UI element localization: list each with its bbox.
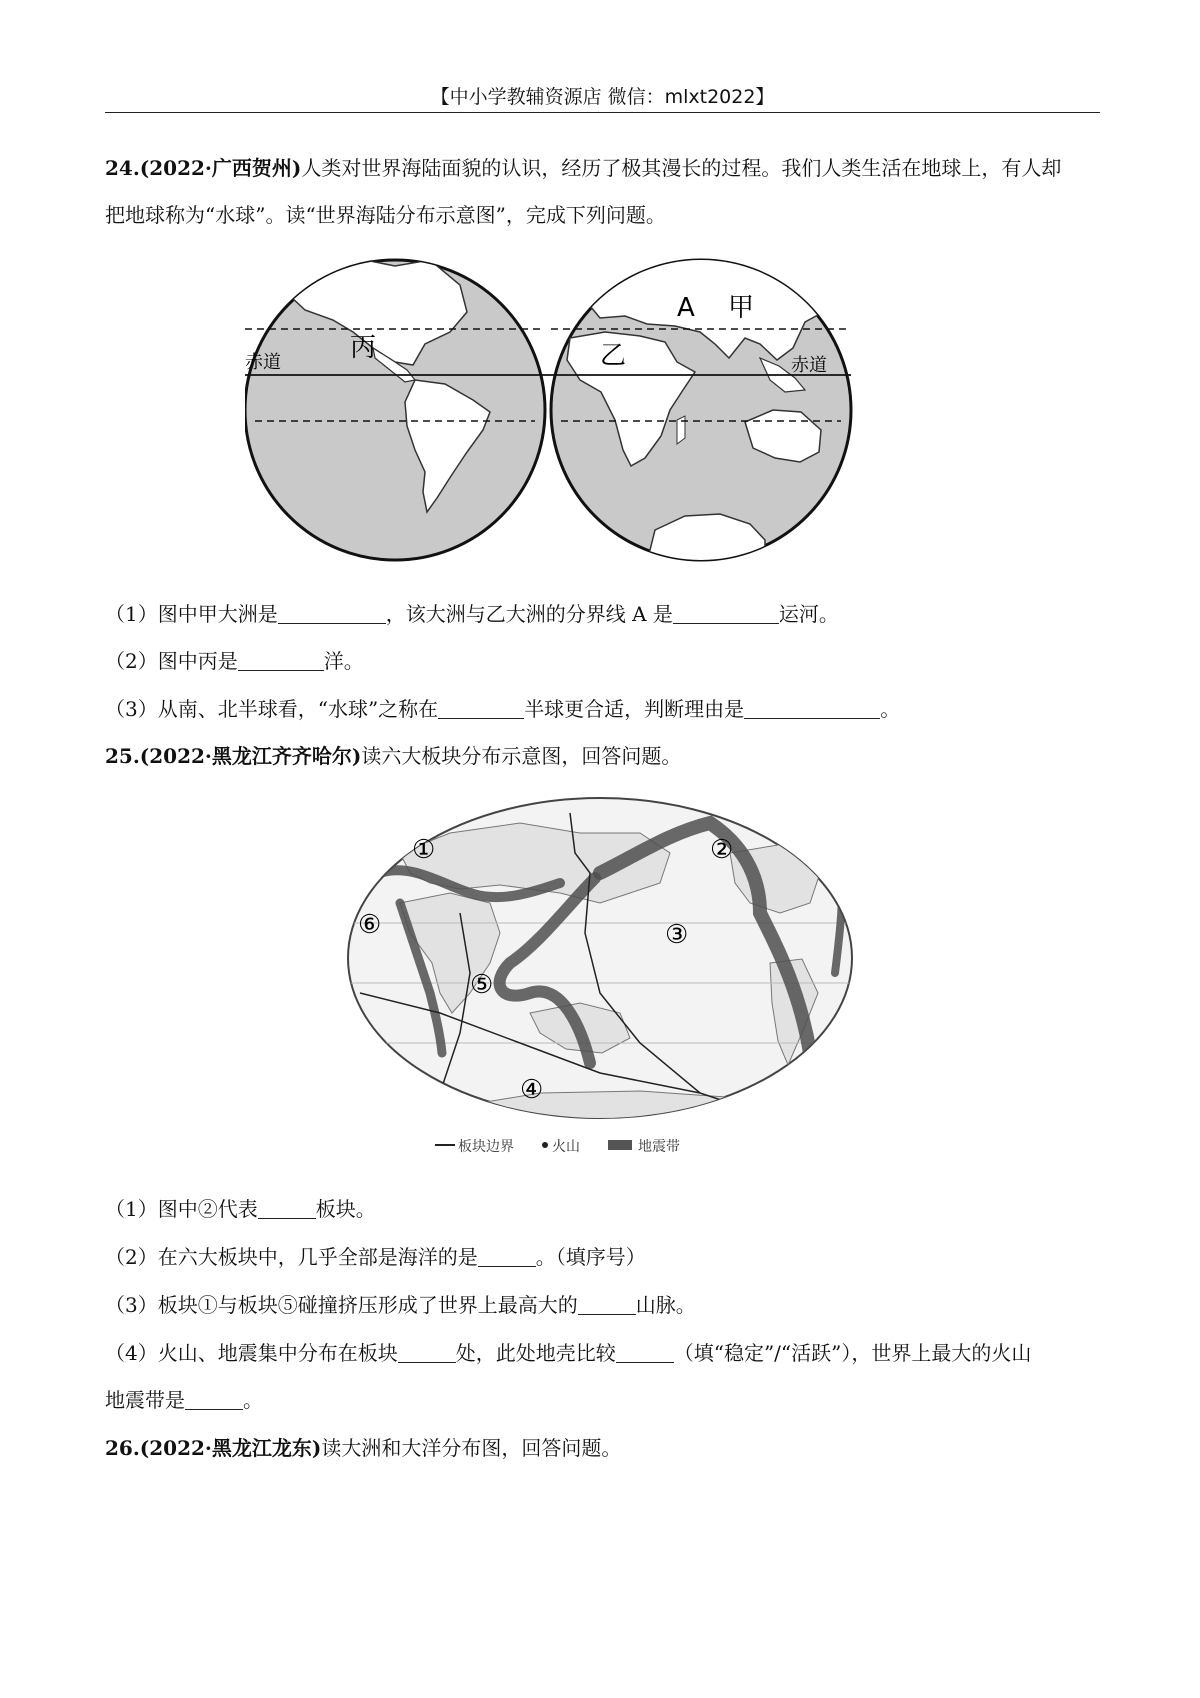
q24-sub1-text-c: 运河。	[778, 602, 839, 626]
plate-label-3: ③	[665, 920, 689, 950]
plate-label-1: ①	[412, 835, 436, 865]
q25-sub4-blank3[interactable]	[185, 1387, 243, 1410]
q25-number: 25.	[105, 744, 140, 768]
q24-number: 24.	[105, 156, 140, 180]
q25-sub3-text-a: （3）板块①与板块⑤碰撞挤压形成了世界上最高大的	[105, 1293, 578, 1317]
q25-sub4-text-d: 地震带是	[105, 1388, 185, 1412]
q25-sub2-text-b: 。（填序号）	[535, 1245, 646, 1269]
antarctic-edge-left	[255, 570, 545, 585]
map-label-jia: 甲	[728, 293, 755, 323]
q24-source: (2022·广西贺州)	[139, 156, 302, 180]
plate-distribution-map	[340, 793, 860, 1165]
q26-stem-text: 读大洲和大洋分布图，回答问题。	[321, 1436, 622, 1460]
legend-volcano: 火山	[552, 1139, 580, 1155]
q24-sub3	[105, 694, 1100, 724]
q26-source: (2022·黑龙江龙东)	[139, 1436, 322, 1460]
map-label-equator-left: 赤道	[245, 352, 281, 373]
q24-sub3-blank2[interactable]	[744, 696, 880, 719]
q25-sub4-blank1[interactable]	[398, 1340, 456, 1363]
q25-stem-text: 读六大板块分布示意图，回答问题。	[361, 744, 682, 768]
q24-sub3-text-a: （3）从南、北半球看，“水球”之称在	[105, 697, 439, 721]
q25-sub2	[105, 1242, 1100, 1272]
q24-sub3-text-c: 。	[880, 697, 901, 721]
q24-sub1-text-b: ，该大洲与乙大洲的分界线 A 是	[385, 602, 673, 626]
plate-label-5: ⑤	[470, 970, 494, 1000]
plate-map-legend	[435, 1138, 680, 1155]
legend-quake: 地震带	[638, 1139, 680, 1155]
page-header: 【中小学教辅资源店 微信：mlxt2022】	[430, 86, 775, 108]
q24-stem-line1	[105, 153, 1100, 183]
eastern-hemisphere	[545, 254, 851, 570]
world-hemispheres-map	[245, 240, 935, 585]
q24-stem-line2: 把地球称为“水球”。读“世界海陆分布示意图”，完成下列问题。	[105, 203, 666, 227]
q25-sub2-text-a: （2）在六大板块中，几乎全部是海洋的是	[105, 1245, 478, 1269]
q25-sub4-text-a: （4）火山、地震集中分布在板块	[105, 1341, 398, 1365]
q24-sub2-blank1[interactable]	[238, 648, 324, 671]
q25-sub3	[105, 1290, 1100, 1320]
q25-sub4-line1	[105, 1338, 1100, 1368]
q24-sub1	[105, 599, 1100, 629]
q24-sub3-blank1[interactable]	[438, 696, 524, 719]
map-label-equator-right: 赤道	[791, 355, 827, 376]
q25-sub1-text-a: （1）图中②代表	[105, 1197, 258, 1221]
western-hemisphere	[245, 245, 545, 585]
map-label-a: A	[677, 293, 695, 323]
q25-source: (2022·黑龙江齐齐哈尔)	[139, 744, 362, 768]
q25-sub4-line2	[105, 1385, 1100, 1415]
q24-sub1-blank2[interactable]	[673, 601, 779, 624]
map-label-yi: 乙	[600, 341, 627, 371]
q24-sub3-text-b: 半球更合适，判断理由是	[524, 697, 745, 721]
q24-sub1-blank1[interactable]	[278, 601, 386, 624]
q24-sub2-text-a: （2）图中丙是	[105, 649, 238, 673]
plate-label-4: ④	[520, 1075, 544, 1105]
legend-boundary: 板块边界	[458, 1139, 514, 1155]
q25-sub4-blank2[interactable]	[616, 1340, 674, 1363]
q26-number: 26.	[105, 1436, 140, 1460]
q25-sub4-text-e: 。	[243, 1388, 263, 1412]
q26-stem	[105, 1433, 1100, 1463]
q25-sub1-text-b: 板块。	[315, 1197, 376, 1221]
plate-label-6: ⑥	[358, 910, 382, 940]
map-label-bing: 丙	[350, 333, 377, 363]
q25-sub4-text-c: （填“稳定”/“活跃”），世界上最大的火山	[673, 1341, 1032, 1365]
q24-sub2	[105, 646, 1100, 676]
q25-sub3-blank1[interactable]	[578, 1292, 636, 1315]
q25-sub4-text-b: 处，此处地壳比较	[455, 1341, 616, 1365]
header-rule	[105, 112, 1100, 113]
plate-label-2: ②	[710, 835, 734, 865]
q25-sub3-text-b: 山脉。	[635, 1293, 696, 1317]
q25-stem	[105, 741, 1100, 771]
q25-sub1	[105, 1194, 1100, 1224]
q24-sub2-text-b: 洋。	[323, 649, 364, 673]
q25-sub2-blank1[interactable]	[478, 1244, 536, 1267]
q24-stem-text1: 人类对世界海陆面貌的认识，经历了极其漫长的过程。我们人类生活在地球上，有人却	[301, 156, 1062, 180]
q24-sub1-text-a: （1）图中甲大洲是	[105, 602, 278, 626]
q25-sub1-blank1[interactable]	[258, 1196, 316, 1219]
